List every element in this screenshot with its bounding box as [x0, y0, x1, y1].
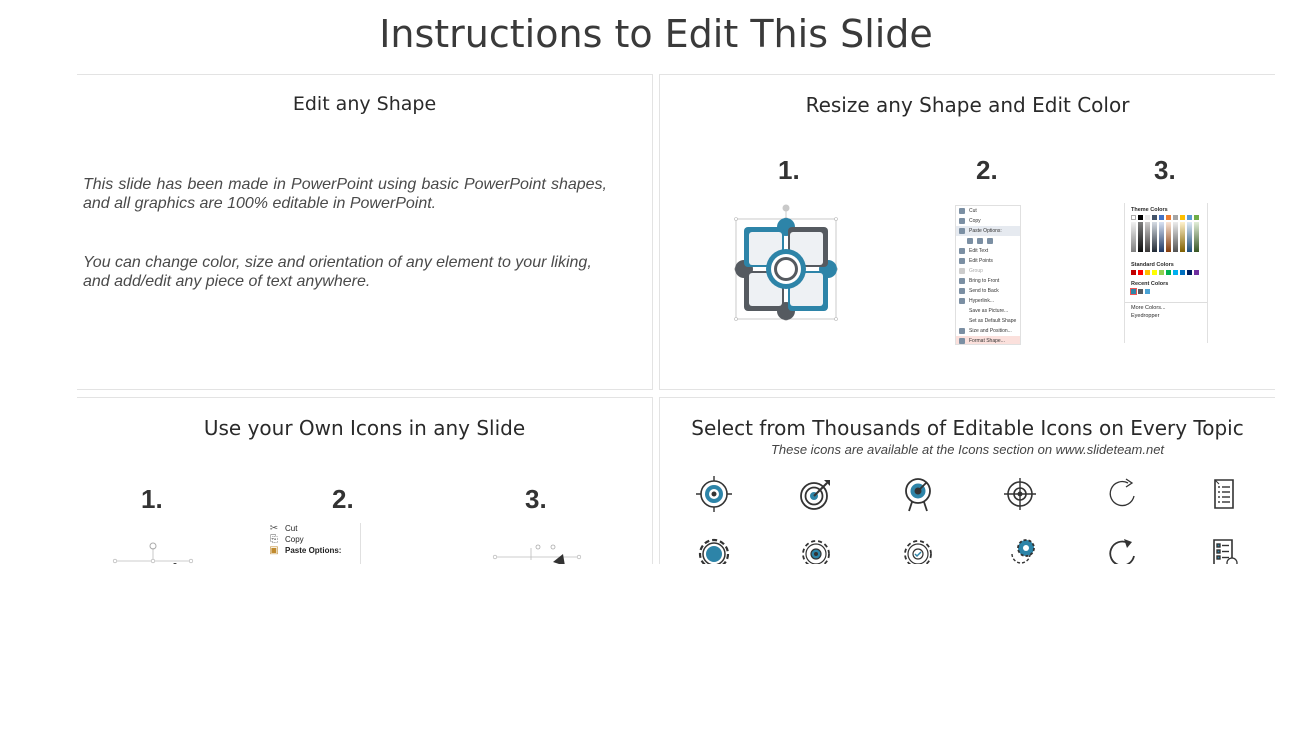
checklist-icon: [1204, 534, 1244, 564]
menu-item: Cut: [956, 206, 1020, 216]
selection-handle-icon: [111, 540, 231, 564]
menu-item: Copy: [956, 216, 1020, 226]
recent-colors-label: Recent Colors: [1131, 281, 1169, 287]
panel-resize-shape: [659, 74, 1275, 390]
menu-item: Set as Default Shape: [969, 318, 1017, 324]
menu-item: Group: [956, 266, 1020, 276]
menu-item: ▣ Paste Options:: [269, 545, 342, 556]
gear-check-icon: [898, 534, 938, 564]
more-colors-item: More Colors...: [1125, 302, 1207, 312]
theme-color-grid: [1125, 222, 1208, 254]
step-3-number: 3.: [525, 484, 547, 514]
step-3-number: 3.: [1154, 155, 1176, 185]
step-2-number: 2.: [976, 155, 998, 185]
panel-title: Use your Own Icons in any Slide: [203, 416, 526, 440]
paste-icon: ▣: [269, 545, 279, 556]
step-1-number: 1.: [778, 155, 800, 185]
copy-icon: ⎘: [270, 534, 278, 545]
menu-item: Save as Picture...: [969, 308, 1009, 314]
menu-item: Hyperlink...: [956, 296, 1020, 306]
color-picker-screenshot: [1124, 203, 1208, 343]
paste-menu-screenshot: [263, 523, 361, 564]
context-menu-screenshot: [955, 205, 1021, 345]
menu-item: Size and Position...: [956, 326, 1020, 336]
target-icon: [694, 474, 734, 514]
paragraph-2: You can change color, size and orientation of any element to your liking, and add/edit any piece of text anywhere.: [83, 254, 592, 290]
panel-own-icons: [77, 397, 653, 564]
menu-item: ✂ Cut: [269, 523, 298, 534]
panel-select-icons: [659, 397, 1275, 564]
step-1-number: 1.: [141, 484, 163, 514]
standard-colors-label: Standard Colors: [1131, 262, 1174, 268]
slide-title-clip: [0, 0, 1312, 49]
paragraph-1: This slide has been made in PowerPoint using basic PowerPoint shapes, and all graphics are 100% editable in PowerPoint.: [83, 176, 607, 212]
checklist-document-icon: [1204, 474, 1244, 514]
menu-item: Format Shape...: [956, 336, 1020, 345]
crosshair-icon: [1000, 474, 1040, 514]
puzzle-shape-icon: [730, 203, 842, 325]
theme-colors-label: Theme Colors: [1131, 207, 1168, 213]
gear-icon: [796, 534, 836, 564]
menu-item: Paste Options:: [956, 226, 1020, 236]
menu-item: [956, 236, 1020, 246]
eyedropper-item: Eyedropper: [1131, 313, 1160, 319]
refresh-icon: [1102, 534, 1142, 564]
menu-item: Edit Points: [956, 256, 1020, 266]
dart-target-icon: [796, 474, 836, 514]
panel-subtitle: These icons are available at the Icons section on www.slideteam.net: [770, 442, 1165, 457]
panel-title: Resize any Shape and Edit Color: [805, 93, 1130, 117]
menu-item: Send to Back: [956, 286, 1020, 296]
menu-item: ⎘ Copy: [270, 534, 304, 545]
slide-title: Instructions to Edit This Slide: [379, 12, 933, 49]
rotate-cw-icon: [1102, 474, 1142, 514]
panel-edit-shape: [77, 74, 653, 390]
target-stand-icon: [898, 474, 938, 514]
rotate-handle-icon: [491, 540, 591, 564]
step-2-number: 2.: [332, 484, 354, 514]
gear-refresh-icon: [1000, 534, 1040, 564]
menu-item: Edit Text: [956, 246, 1020, 256]
gear-target-icon: [694, 534, 734, 564]
scissors-icon: ✂: [269, 523, 279, 534]
panel-title: Select from Thousands of Editable Icons on Every Topic: [691, 416, 1244, 440]
panel-title: Edit any Shape: [292, 93, 437, 115]
menu-item: Bring to Front: [956, 276, 1020, 286]
